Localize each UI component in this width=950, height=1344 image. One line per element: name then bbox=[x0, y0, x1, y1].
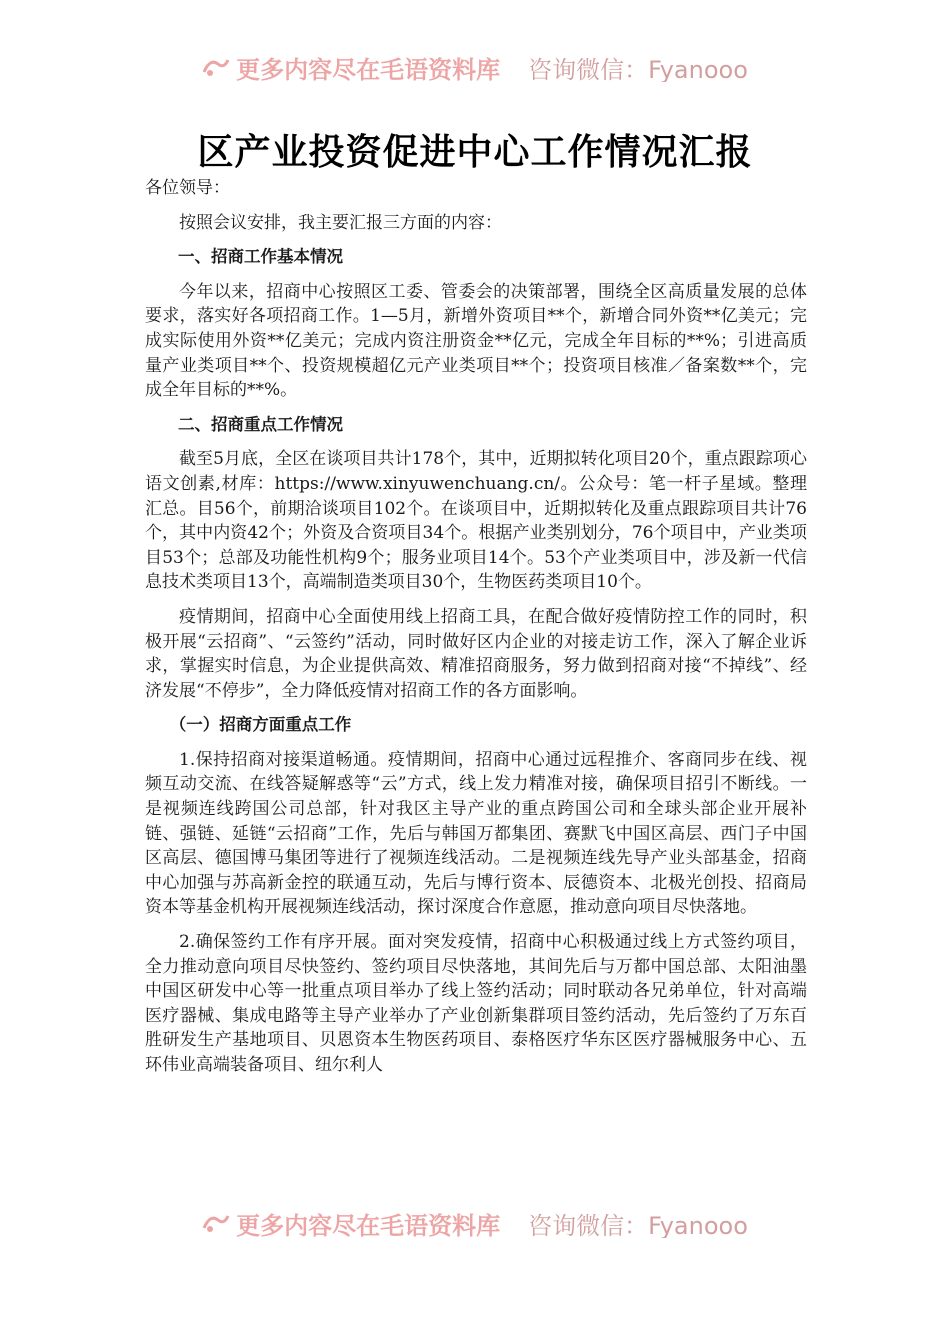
paragraph-projects: 截至5月底，全区在谈项目共计178个，其中，近期拟转化项目20个，重点跟踪项心语文创素,材库：https://www.xinyuwenchuang.cn/。公众号：笔一杆子星域。整理汇总。目56个，前期洽谈项目102个。在谈项目中，近期拟转化及重点跟踪项目共计76个，其中内资42个；外资及合资项目34个。根据产业类别划分，76个项目中，产业类项目53个；总部及功能性机构9个；服务业项目14个。53个产业类项目中，涉及新一代信息技术类项目13个，高端制造类项目30个，生物医药类项目10个。 bbox=[145, 449, 807, 593]
intro-paragraph: 按照会议安排，我主要汇报三方面的内容： bbox=[179, 212, 502, 233]
logo-icon bbox=[202, 1212, 230, 1234]
watermark-right-text: 咨询微信：Fyanooo bbox=[528, 55, 748, 82]
subsection-heading-1: （一）招商方面重点工作 bbox=[169, 715, 352, 735]
watermark-bottom bbox=[0, 1208, 950, 1238]
logo-icon bbox=[202, 56, 230, 78]
paragraph-basic-situation: 今年以来，招商中心按照区工委、管委会的决策部署，围绕全区高质量发展的总体要求，落实好各项招商工作。1—5月，新增外资项目**个，新增合同外资**亿美元；完成实际使用外资**亿美元；完成内资注册资金**亿元，完成全年目标的**%；引进高质量产业类项目**个、投资规模超亿元产业类项目**个；投资项目核准／备案数**个，完成全年目标的**%。 bbox=[145, 281, 807, 401]
watermark-right-text: 咨询微信：Fyanooo bbox=[528, 1211, 748, 1238]
document-body bbox=[145, 176, 807, 1078]
paragraph-channels: 1.保持招商对接渠道畅通。疫情期间，招商中心通过远程推介、客商同步在线、视频互动交流、在线答疑解惑等“云”方式，线上发力精准对接，确保项目招引不断线。一是视频连线跨国公司总部，针对我区主导产业的重点跨国公司和全球头部企业开展补链、强链、延链“云招商”工作，先后与韩国万都集团、赛默飞中国区高层、西门子中国区高层、德国博马集团等进行了视频连线活动。二是视频连线先导产业头部基金，招商中心加强与苏高新金控的联通互动，先后与博行资本、辰德资本、北极光创投、招商局资本等基金机构开展视频连线活动，探讨深度合作意愿，推动意向项目尽快落地。 bbox=[145, 749, 807, 918]
watermark-logo bbox=[202, 1208, 500, 1238]
document-title: 区产业投资促进中心工作情况汇报 bbox=[197, 132, 753, 173]
section-heading-1: 一、招商工作基本情况 bbox=[178, 247, 343, 267]
paragraph-epidemic: 疫情期间，招商中心全面使用线上招商工具，在配合做好疫情防控工作的同时，积极开展“云招商”、“云签约”活动，同时做好区内企业的对接走访工作，深入了解企业诉求，掌握实时信息，为企业提供高效、精准招商服务，努力做到招商对接“不掉线”、经济发展“不停步”，全力降低疫情对招商工作的各方面影响。 bbox=[145, 606, 807, 701]
paragraph-signing: 2.确保签约工作有序开展。面对突发疫情，招商中心积极通过线上方式签约项目，全力推动意向项目尽快签约、签约项目尽快落地，其间先后与万都中国总部、太阳油墨中国区研发中心等一批重点项目举办了线上签约活动；同时联动各兄弟单位，针对高端医疗器械、集成电路等主导产业举办了产业创新集群项目签约活动，先后签约了万东百胜研发生产基地项目、贝恩资本生物医药项目、泰格医疗华东区医疗器械服务中心、五环伟业高端装备项目、纽尔利人 bbox=[145, 932, 807, 1075]
watermark-left-text: 更多内容尽在毛语资料库 bbox=[236, 55, 501, 82]
section-heading-2: 二、招商重点工作情况 bbox=[178, 414, 343, 434]
watermark-left-text: 更多内容尽在毛语资料库 bbox=[236, 1211, 501, 1238]
watermark-top bbox=[0, 52, 950, 82]
watermark-logo bbox=[202, 52, 500, 82]
salutation: 各位领导： bbox=[145, 178, 230, 198]
